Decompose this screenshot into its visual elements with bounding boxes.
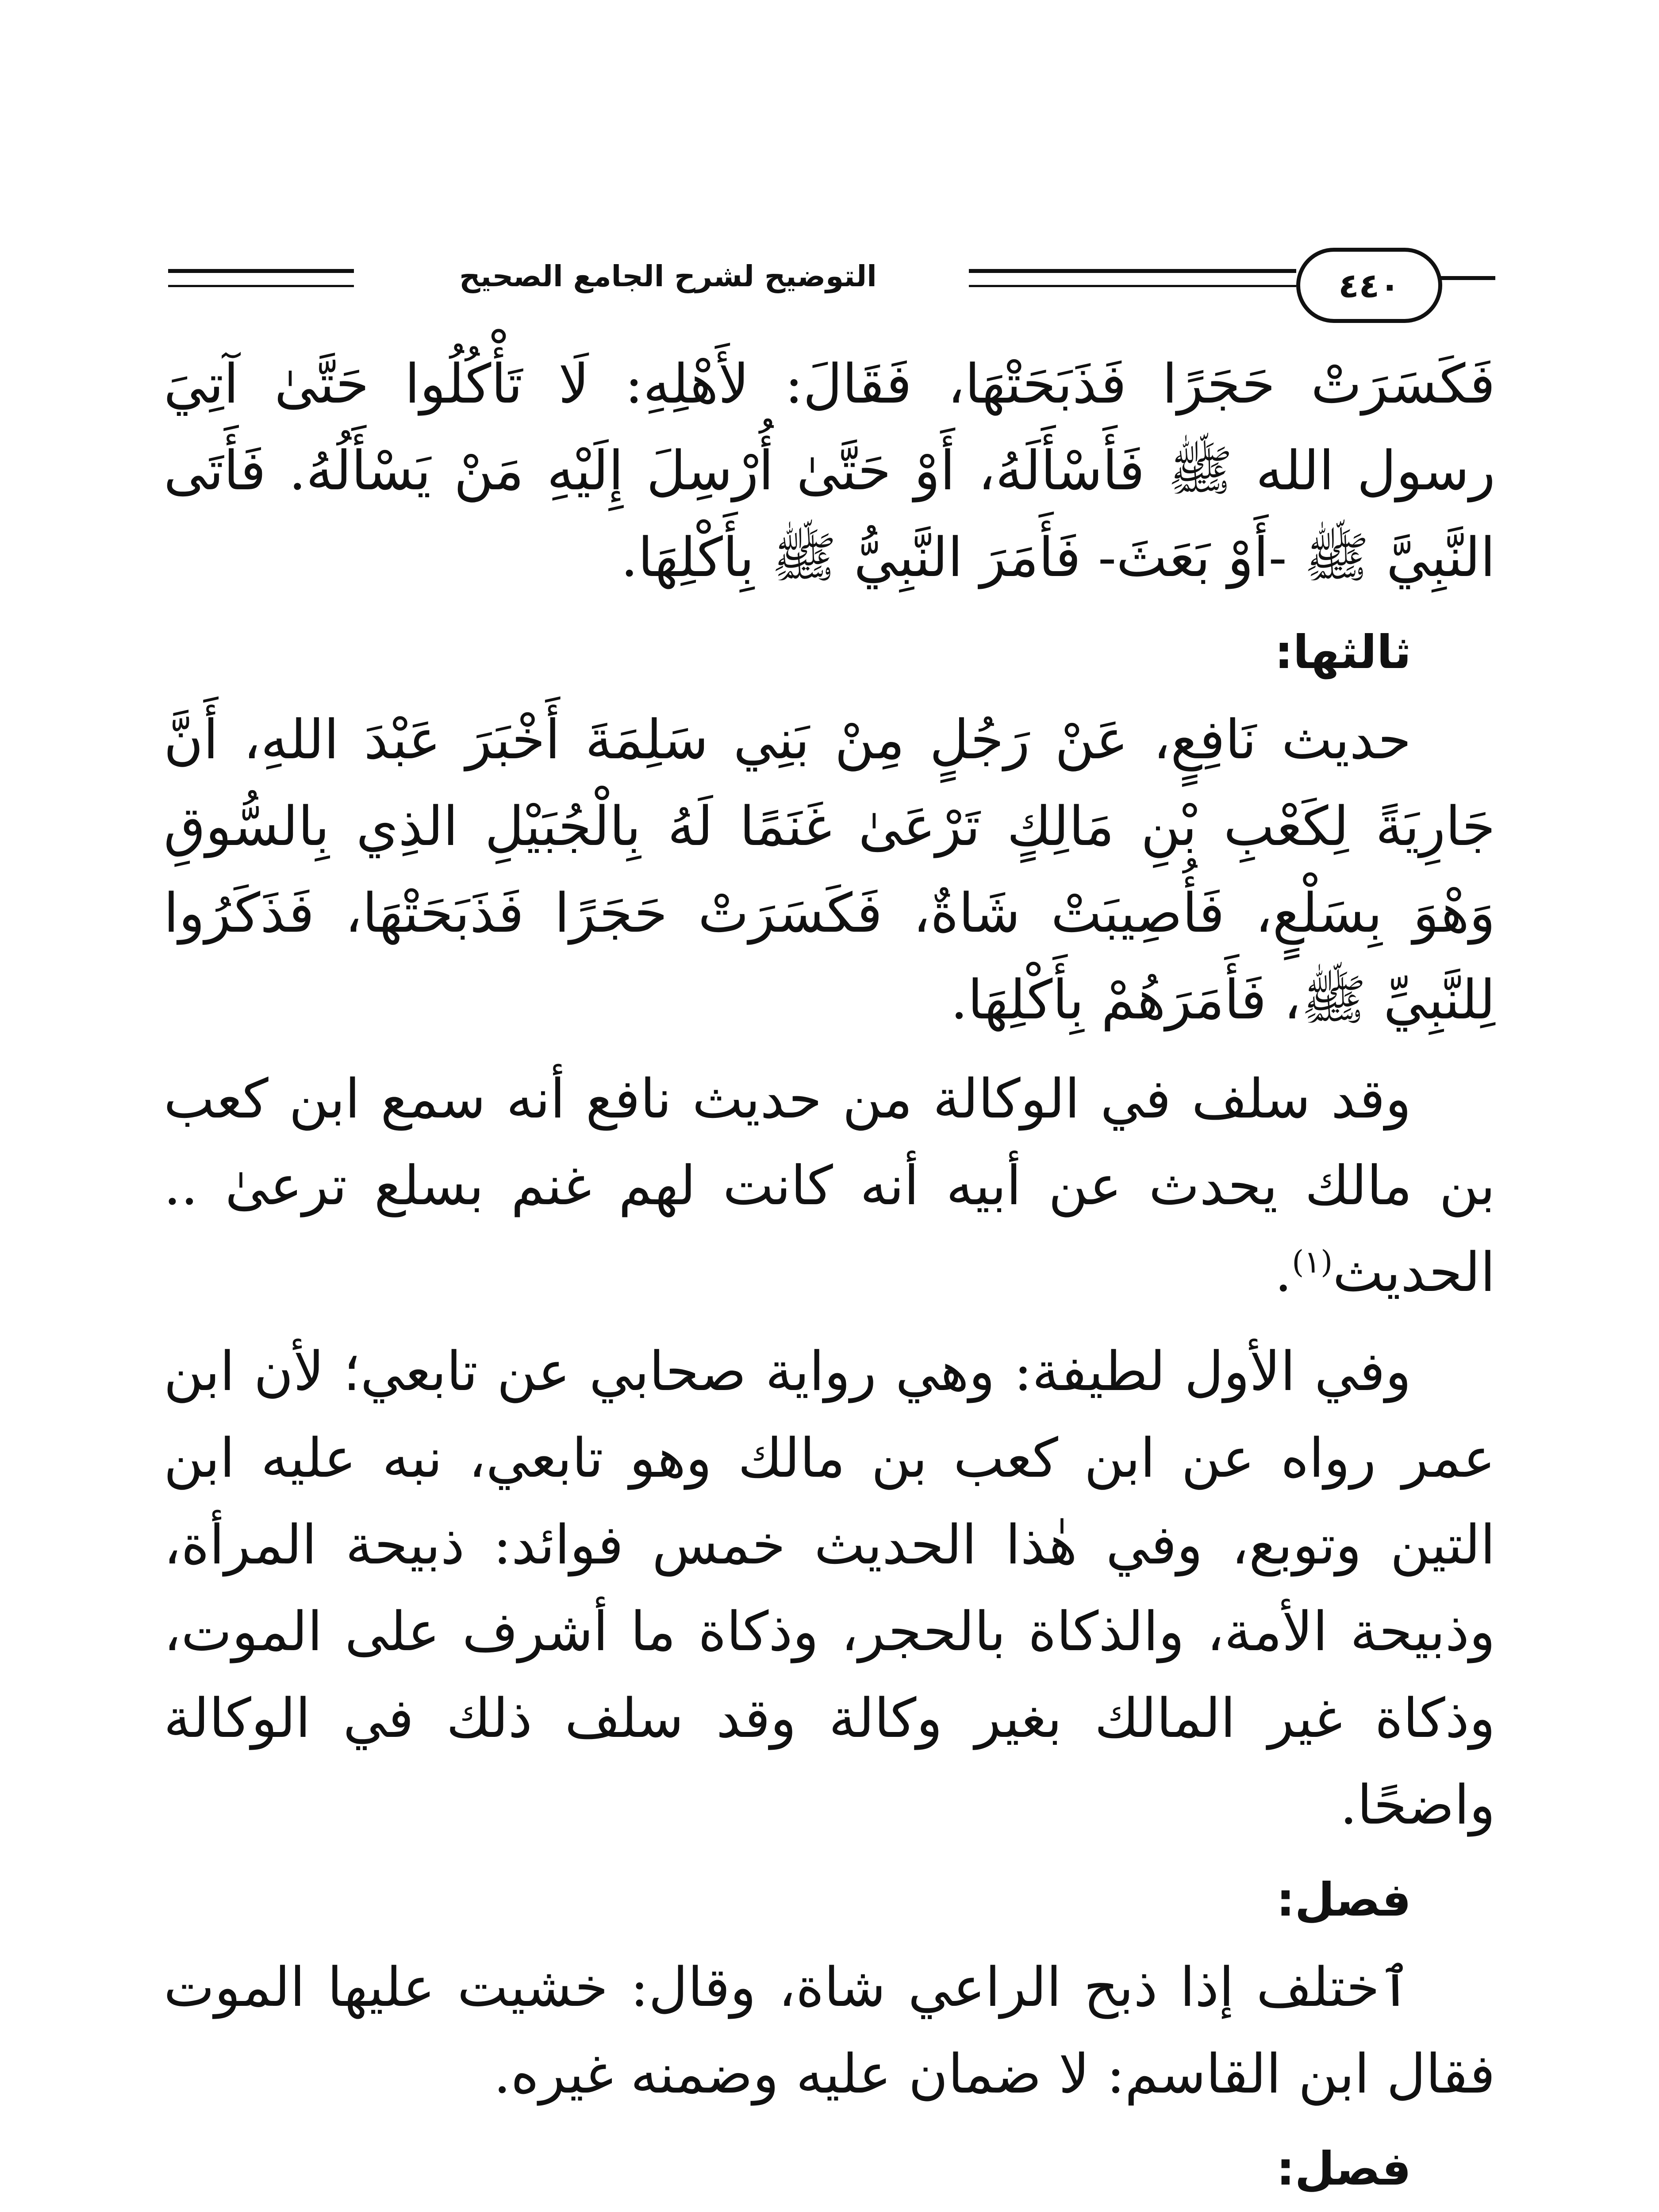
paragraph-hadith-nafi: حديث نَافِعٍ، عَنْ رَجُلٍ مِنْ بَنِي سَلِمَةَ أَخْبَرَ عَبْدَ اللهِ، أَنَّ جَارِيَةً لِكَعْبِ بْنِ مَالِكٍ تَرْعَىٰ غَنَمًا لَهُ بِالْجُبَيْلِ الذِي بِالسُّوقِ وَهْوَ بِسَلْعٍ، فَأُصِيبَتْ شَاةٌ، فَكَسَرَتْ حَجَرًا فَذَبَحَتْهَا، فَذَكَرُوا لِلنَّبِيِّ ﷺ، فَأَمَرَهُمْ بِأَكْلِهَا.: [164, 708, 1495, 1031]
page-header: [159, 248, 1500, 323]
header-rule-left-bottom: [168, 285, 354, 287]
main-text: [164, 341, 1495, 2212]
paragraph-wakala-end: .: [1275, 1241, 1292, 1304]
paragraph-hadith-continuation: فَكَسَرَتْ حَجَرًا فَذَبَحَتْهَا، فَقَالَ: لأَهْلِهِ: لَا تَأْكُلُوا حَتَّىٰ آتِيَ رسول الله ﷺ فَأَسْأَلَهُ، أَوْ حَتَّىٰ أُرْسِلَ إِلَيْهِ مَنْ يَسْأَلُهُ. فَأَتَى النَّبِيَّ ﷺ -أَوْ بَعَثَ- فَأَمَرَ النَّبِيُّ ﷺ بِأَكْلِهَا.: [164, 353, 1495, 589]
section-heading-fasl-2: فصل:: [1276, 2142, 1411, 2196]
running-title: التوضيح لشرح الجامع الصحيح: [459, 259, 877, 293]
section-heading-third: ثالثها:: [1275, 625, 1411, 679]
header-rule-middle-bottom: [969, 285, 1296, 287]
header-rule-right: [1438, 276, 1495, 280]
footnote-reference: (١): [1292, 1244, 1333, 1280]
paragraph-wakala-text: وقد سلف في الوكالة من حديث نافع أنه سمع ابن كعب بن مالك يحدث عن أبيه أنه كانت لهم غنم بسلع ترعىٰ .. الحديث: [164, 1068, 1495, 1304]
paragraph-shepherd-ruling: ٱختلف إذا ذبح الراعي شاة، وقال: خشيت عليها الموت فقال ابن القاسم: لا ضمان عليه وضمنه غيره.: [164, 1956, 1495, 2105]
page-number: ٤٤٠: [1296, 248, 1442, 323]
header-rule-left-top: [168, 269, 354, 273]
paragraph-benefits: وفي الأول لطيفة: وهي رواية صحابي عن تابعي؛ لأن ابن عمر رواه عن ابن كعب بن مالك وهو تابعي، نبه عليه ابن التين وتوبع، وفي هٰذا الحديث خمس فوائد: ذبيحة المرأة، وذبيحة الأمة، والذكاة بالحجر، وذكاة ما أشرف على الموت، وذكاة غير المالك بغير وكالة وقد سلف ذلك في الوكالة واضحًا.: [164, 1340, 1495, 1836]
paragraph-wakala-reference: [164, 1056, 1495, 1316]
section-heading-fasl-1: فصل:: [1276, 1873, 1411, 1927]
header-rule-middle-top: [969, 269, 1296, 273]
